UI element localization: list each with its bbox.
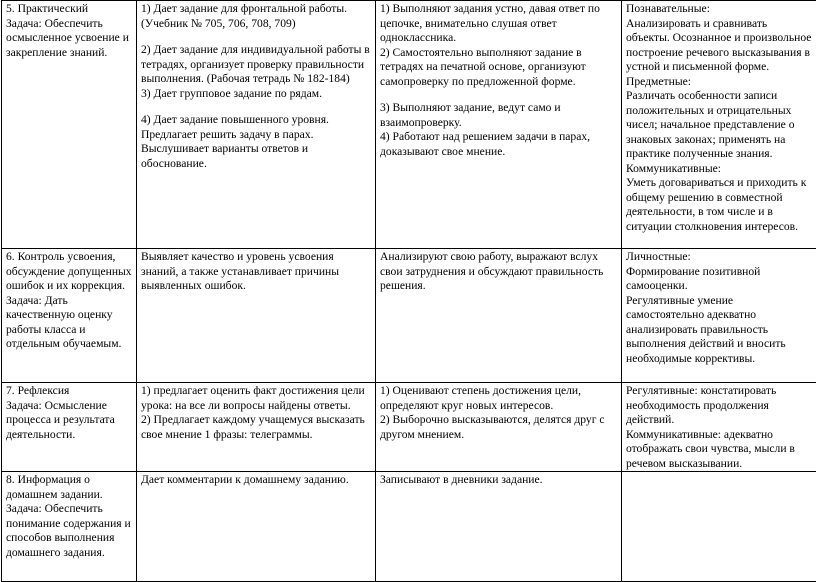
uud-cell (622, 1, 816, 249)
uud-cell (622, 472, 816, 582)
table-row (2, 472, 816, 582)
uud-text: Коммуникативные: (626, 162, 812, 177)
table-row (2, 249, 816, 383)
uud-text: Личностные: (626, 250, 812, 265)
stage-cell (2, 249, 137, 383)
students-text: 1) Выполняют задания устно, давая ответ по цепочке, внимательно слушая ответ одноклассника. (380, 2, 617, 46)
teacher-text: 1) Дает задание для фронтальной работы. (Учебник № 705, 706, 708, 709) (141, 2, 371, 31)
stage-cell (2, 1, 137, 249)
uud-text: Анализировать и сравнивать объекты. Осознанное и произвольное построение речевого высказывания в устной и письменной форме. (626, 17, 812, 75)
uud-text: Коммуникативные: адекватно отображать свои чувства, мысли в речевом высказывании. (626, 428, 812, 472)
uud-text: Познавательные: (626, 2, 812, 17)
teacher-text: 2) Дает задание для индивидуальной работы в тетрадях, организует проверку правильности выполнения. (Рабочая тетрадь № 182-184) (141, 43, 371, 87)
students-cell (376, 1, 622, 249)
uud-text: Регулятивные: констатировать необходимость продолжения действий. (626, 384, 812, 428)
table-row (2, 383, 816, 472)
stage-cell (2, 383, 137, 472)
teacher-cell (137, 1, 376, 249)
students-text: Записывают в дневники задание. (380, 473, 617, 488)
stage-text: 7. Рефлексия Задача: Осмысление процесса и результата деятельности. (6, 384, 132, 442)
lesson-plan-table (1, 0, 816, 582)
teacher-text: 1) предлагает оценить факт достижения цели урока: на все ли вопросы найдены ответы. (141, 384, 371, 413)
teacher-cell (137, 472, 376, 582)
uud-text: Предметные: (626, 75, 812, 90)
students-text: 1) Оценивают степень достижения цели, определяют круг новых интересов. (380, 384, 617, 413)
uud-cell (622, 249, 816, 383)
students-text: 2) Выборочно высказываются, делятся друг с другом мнением. (380, 413, 617, 442)
stage-cell (2, 472, 137, 582)
uud-text: Формирование позитивной самооценки. (626, 265, 812, 294)
table-row (2, 1, 816, 249)
uud-text: Уметь договариваться и приходить к общему решению в совместной деятельности, в том числе и в ситуации столкновения интересов. (626, 176, 812, 234)
teacher-text: 3) Дает групповое задание по рядам. (141, 87, 371, 102)
uud-cell (622, 383, 816, 472)
teacher-text: Дает комментарии к домашнему заданию. (141, 473, 371, 488)
teacher-text: Выявляет качество и уровень усвоения знаний, а также устанавливает причины выявленных ошибок. (141, 250, 371, 294)
students-text: 4) Работают над решением задачи в парах, доказывают свое мнение. (380, 130, 617, 159)
uud-text: Различать особенности записи положительных и отрицательных чисел; начальное представление о знаковых законах; применять на практике полученные знания. (626, 89, 812, 162)
students-cell (376, 383, 622, 472)
stage-text: 8. Информация о домашнем задании. Задача: Обеспечить понимание содержания и способов выполнения домашнего задания. (6, 473, 132, 560)
teacher-text: 2) Предлагает каждому учащемуся высказать свое мнение 1 фразы: телеграммы. (141, 413, 371, 442)
students-text: Анализируют свою работу, выражают вслух свои затруднения и обсуждают правильность решения. (380, 250, 617, 294)
teacher-cell (137, 383, 376, 472)
students-cell (376, 472, 622, 582)
stage-text: 6. Контроль усвоения, обсуждение допущенных ошибок и их коррекция. Задача: Дать качественную оценку работы класса и отдельным обучаемым. (6, 250, 132, 352)
students-text: 2) Самостоятельно выполняют задание в тетрадях на печатной основе, организуют самопроверку по предложенной форме. (380, 46, 617, 90)
teacher-text: 4) Дает задание повышенного уровня. Предлагает решить задачу в парах. Выслушивает варианты ответов и обоснование. (141, 113, 371, 171)
students-text: 3) Выполняют задание, ведут само и взаимопроверку. (380, 101, 617, 130)
teacher-cell (137, 249, 376, 383)
students-cell (376, 249, 622, 383)
uud-text: Регулятивные умение самостоятельно адекватно анализировать правильность выполнения действий и вносить необходимые коррективы. (626, 294, 812, 367)
stage-text: 5. Практический Задача: Обеспечить осмысленное усвоение и закрепление знаний. (6, 2, 132, 60)
